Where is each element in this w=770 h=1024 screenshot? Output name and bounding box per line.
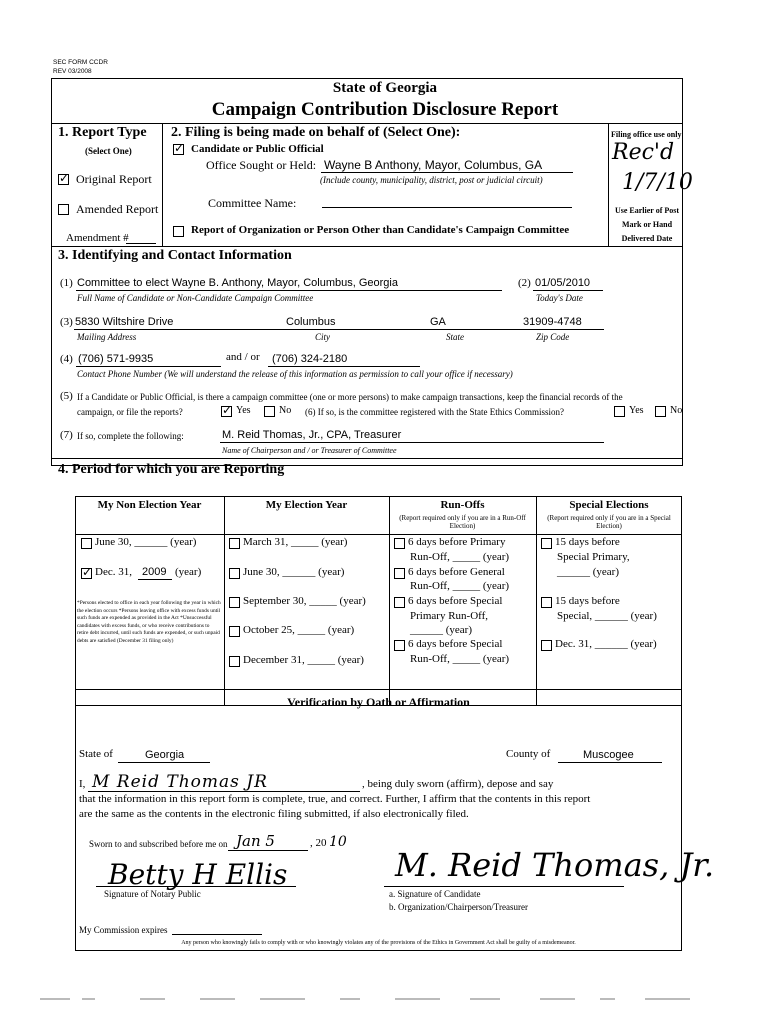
phone-1-line [76,366,221,367]
oath-line2: that the information in this report form is complete, true, and correct. Further, I affirm that the contents in this report [79,793,591,805]
amended-report-label: Amended Report [76,202,159,216]
affiant-name-handwritten[interactable]: M Reid Thomas JR [92,772,268,792]
section1-sub: (Select One) [85,146,132,156]
item-1-number: (1) [60,277,73,289]
phone-2-line [268,366,420,367]
form-revision: REV 03/2008 [53,68,92,75]
form-code: SEC FORM CCDR [53,59,108,66]
special-dec-checkbox[interactable] [541,640,552,651]
state-value[interactable]: GA [430,316,446,328]
mailing-address-value[interactable]: 5830 Wiltshire Drive [75,316,174,328]
chairperson-value[interactable]: M. Reid Thomas, Jr., CPA, Treasurer [222,429,402,441]
office-use-title: Filing office use only [611,130,682,139]
special-primary-checkbox[interactable] [541,538,552,549]
col-run-offs: Run-Offs [440,499,485,511]
col-special-elections: Special Elections [569,499,649,511]
special-primary-sub: Special Primary, [557,551,630,563]
election-march-label: March 31, _____ (year) [243,536,348,548]
non-election-dec-label: Dec. 31, [95,566,132,578]
footer-warning: Any person who knowingly fails to comply with or who knowingly violates any of the provisions of the Ethics in Government Act shall be guilty of a misdemeanor. [181,940,576,946]
divider [536,496,537,706]
col-special-note: (Report required only if you are in a Special Election) [547,514,671,530]
q6-no-label: No [670,405,683,416]
section1-title: 1. Report Type [58,125,147,140]
state-label: State [446,332,464,342]
divider [51,123,683,124]
todays-date-value[interactable]: 01/05/2010 [535,277,591,289]
received-stamp: Rec'd [612,140,675,165]
office-value[interactable]: Wayne B Anthony, Mayor, Columbus, GA [324,158,543,172]
special-year: Special, ______ (year) [557,610,657,622]
election-december-label: December 31, _____ (year) [243,654,364,666]
item-7-number: (7) [60,429,73,441]
sworn-date-line [228,850,308,851]
non-election-note: *Persons elected to office in each year following the year in which the election occurs *Persons leaving office with excess funds until such funds are expended as provided in the Act *Unsuccessful candidates with excess funds, or who receive contributions to retire debt incurred, until such funds are expended, or such unpaid debts are satisfied (December 31 filing only) [77,600,221,644]
organization-signature-label: b. Organization/Chairperson/Treasurer [389,902,528,912]
todays-date-label: Today's Date [536,293,583,303]
election-october-label: October 25, _____ (year) [243,624,355,636]
phone-label: Contact Phone Number (We will understand the release of this information as permission to call your office if necessary) [77,369,513,379]
candidate-checkbox[interactable] [173,144,184,155]
runoff-primary-checkbox[interactable] [394,538,405,549]
candidate-signature-line [384,886,624,887]
q6-no-checkbox[interactable] [655,406,666,417]
committee-full-name-label: Full Name of Candidate or Non-Candidate Campaign Committee [77,293,314,303]
original-report-checkbox[interactable] [58,174,69,185]
section2-title: 2. Filing is being made on behalf of (Select One): [171,125,461,140]
county-of-label: County of [506,748,551,760]
city-label: City [315,332,330,342]
page-title: Campaign Contribution Disclosure Report [211,99,559,120]
zip-label: Zip Code [536,332,570,342]
q6-yes-checkbox[interactable] [614,406,625,417]
question-5-line2: campaign, or file the reports? [77,407,183,417]
election-october-checkbox[interactable] [229,626,240,637]
special-primary-label: 15 days before [555,536,620,548]
item-2-number: (2) [518,277,531,289]
item-4-number: (4) [60,353,73,365]
non-election-dec-year-suffix: (year) [175,566,202,578]
mark-or-hand: Mark or Hand [621,220,673,229]
candidate-signature-label: a. Signature of Candidate [389,889,481,899]
runoff-general-label: 6 days before General [408,566,505,578]
verification-title: Verification by Oath or Affirmation [287,695,470,709]
question-6: (6) If so, is the committee registered with the State Ethics Commission? [305,407,564,417]
candidate-label: Candidate or Public Official [191,143,324,155]
commission-expires-label: My Commission expires [79,925,168,935]
non-election-june-label: June 30, ______ (year) [95,536,197,548]
section3-title: 3. Identifying and Contact Information [58,248,292,263]
runoff-general-year: Run-Off, _____ (year) [410,580,510,592]
state-of-line [118,762,210,763]
chairperson-label: Name of Chairperson and / or Treasurer of Committee [222,446,397,455]
sworn-year-handwritten[interactable]: 10 [329,834,347,850]
divider [75,534,682,535]
notary-signature-label: Signature of Notary Public [104,889,201,899]
candidate-signature[interactable]: M. Reid Thomas, Jr. [395,846,715,884]
special-primary-year: ______ (year) [557,566,620,578]
special-checkbox[interactable] [541,597,552,608]
item-5-number: (5) [60,390,73,402]
verification-box [75,689,682,951]
col-election-year: My Election Year [265,499,348,511]
delivered-date: Delivered Date [621,234,673,243]
runoff-primary-label: 6 days before Primary [408,536,506,548]
divider [389,496,390,706]
runoff-special-primary-label: 6 days before Special [408,595,503,607]
col-non-election-year: My Non Election Year [97,499,202,511]
runoff-special-primary-sub: Primary Run-Off, [410,610,489,622]
committee-label: Committee Name: [208,196,297,210]
amendment-label: Amendment # [66,232,129,244]
state-of-value[interactable]: Georgia [145,749,185,761]
affiant-line [88,791,360,792]
runoff-primary-year: Run-Off, _____ (year) [410,551,510,563]
q5-no-label: No [279,405,292,416]
and-or-label: and / or [226,351,260,363]
q5-yes-checkbox[interactable] [221,406,232,417]
election-september-label: September 30, _____ (year) [243,595,366,607]
date-line [533,290,603,291]
question-7: If so, complete the following: [77,431,184,441]
office-label: Office Sought or Held: [206,158,317,172]
affiant-prefix: I, [79,778,86,790]
name-line [76,290,502,291]
col-run-offs-note: (Report required only if you are in a Run-Off Election) [399,514,526,530]
runoff-special-year: Run-Off, _____ (year) [410,653,510,665]
runoff-general-checkbox[interactable] [394,568,405,579]
sworn-date-handwritten[interactable]: Jan 5 [236,832,275,850]
year-line [138,579,172,580]
divider [608,123,609,246]
received-date: 1/7/10 [622,170,693,195]
phone-2-value[interactable]: (706) 324-2180 [272,353,348,365]
sworn-label: Sworn to and subscribed before me on [89,839,228,849]
report-of-organization-checkbox[interactable] [173,226,184,237]
election-june-checkbox[interactable] [229,568,240,579]
divider [51,246,683,247]
election-december-checkbox[interactable] [229,656,240,667]
oath-line3: are the same as the contents in the electronic filing submitted, if also electronically filed. [79,808,469,820]
runoff-special-checkbox[interactable] [394,640,405,651]
county-of-value[interactable]: Muscogee [583,749,634,761]
sworn-year-prefix: , 20 [310,837,327,849]
divider [162,123,163,246]
election-september-checkbox[interactable] [229,597,240,608]
non-election-dec-year[interactable]: 2009 [142,566,167,578]
item-3-number: (3) [60,316,73,328]
mailing-address-label: Mailing Address [77,332,137,342]
oath-line1: , being duly sworn (affirm), depose and say [362,778,554,790]
election-march-checkbox[interactable] [229,538,240,549]
runoff-special-label: 6 days before Special [408,638,503,650]
state-heading: State of Georgia [332,80,438,96]
amendment-line [126,243,156,244]
office-hint: (Include county, municipality, district, post or judicial circuit) [320,175,543,185]
chairperson-line [220,442,604,443]
special-label: 15 days before [555,595,620,607]
use-earlier: Use Earlier of Post [614,206,680,215]
address-line [74,329,604,330]
q5-yes-label: Yes [236,405,251,416]
county-of-line [558,762,662,763]
report-of-organization-label: Report of Organization or Person Other than Candidate's Campaign Committee [191,224,570,236]
runoff-special-primary-year: ______ (year) [410,624,473,636]
non-election-june-checkbox[interactable] [81,538,92,549]
divider [224,496,225,706]
section4-title: 4. Period for which you are Reporting [58,462,285,477]
election-june-label: June 30, ______ (year) [243,566,345,578]
zip-value[interactable]: 31909-4748 [523,316,582,328]
phone-1-value[interactable]: (706) 571-9935 [78,353,154,365]
q5-no-checkbox[interactable] [264,406,275,417]
non-election-dec-checkbox[interactable] [81,568,92,579]
original-report-label: Original Report [76,172,152,186]
state-of-label: State of [79,748,113,760]
amended-report-checkbox[interactable] [58,204,69,215]
runoff-special-primary-checkbox[interactable] [394,597,405,608]
office-line [321,172,573,173]
scan-artifact [0,995,770,1005]
divider [51,458,683,459]
q6-yes-label: Yes [629,405,644,416]
notary-signature-line [96,886,296,887]
special-dec-label: Dec. 31, ______ (year) [555,638,657,650]
committee-full-name-value[interactable]: Committee to elect Wayne B. Anthony, Mayor, Columbus, Georgia [77,277,398,289]
question-5-line1: If a Candidate or Public Official, is there a campaign committee (one or more persons) to make campaign transactions, keep the financial records of the [77,392,623,402]
committee-line[interactable] [322,207,572,208]
commission-line[interactable] [172,934,262,935]
notary-signature[interactable]: Betty H Ellis [108,858,288,891]
city-value[interactable]: Columbus [286,316,336,328]
